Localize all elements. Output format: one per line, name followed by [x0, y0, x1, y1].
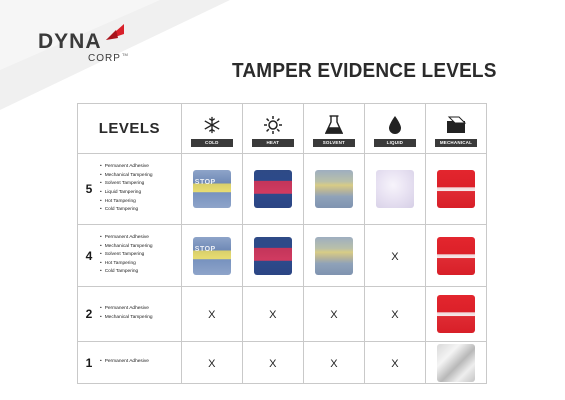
sample-text: STOP — [194, 179, 216, 186]
solvent-cell — [303, 287, 364, 342]
not-resistant-mark: X — [269, 357, 277, 370]
cold-cell — [181, 342, 242, 384]
not-resistant-mark: X — [269, 309, 277, 321]
liquid-cell — [364, 287, 425, 342]
list-item: • Solvent Tampering — [100, 251, 153, 260]
sample-heat-image — [254, 170, 292, 208]
list-item: • Cold Tampering — [100, 268, 153, 277]
sample-solvent-image — [315, 170, 353, 208]
cold-cell — [181, 287, 242, 342]
cold-cell — [181, 154, 242, 225]
logo-subtitle: CORP — [88, 53, 121, 64]
list-item: • Hot Tampering — [100, 198, 153, 207]
feature-list — [100, 305, 153, 322]
dynacorp-logo — [38, 30, 148, 70]
sun-icon — [252, 111, 294, 139]
sample-text: STOP — [194, 245, 216, 253]
sample-mechanical-image — [437, 344, 475, 382]
mechanical-cell — [425, 287, 486, 342]
page-title: TAMPER EVIDENCE LEVELS — [232, 60, 497, 82]
table-row — [78, 342, 487, 384]
feature-list — [100, 358, 149, 367]
mechanical-cell — [425, 225, 486, 287]
sample-mechanical-image — [437, 170, 475, 208]
table-row — [78, 225, 487, 287]
logo-trademark: TM — [122, 52, 128, 57]
category-solvent — [303, 104, 364, 154]
feature-list — [100, 163, 153, 215]
list-item: • Mechanical Tampering — [100, 243, 153, 252]
not-resistant-mark: X — [391, 250, 399, 263]
heat-cell — [242, 154, 303, 225]
cold-cell — [181, 225, 242, 287]
sample-solvent-image — [315, 237, 353, 275]
list-item: • Permanent Adhesive — [100, 305, 153, 314]
solvent-cell — [303, 154, 364, 225]
level-cell — [78, 287, 182, 342]
not-resistant-mark: X — [330, 309, 338, 321]
list-item: • Hot Tampering — [100, 260, 153, 269]
logo-wordmark: DYNA — [38, 30, 102, 53]
list-item: • Permanent Adhesive — [100, 163, 153, 172]
list-item: • Permanent Adhesive — [100, 358, 149, 367]
list-item: • Liquid Tampering — [100, 189, 153, 198]
not-resistant-mark: X — [391, 357, 399, 370]
category-label: MECHANICAL — [435, 139, 477, 147]
level-number: 1 — [85, 355, 93, 370]
heat-cell — [242, 287, 303, 342]
table-row — [78, 287, 487, 342]
category-cold — [181, 104, 242, 154]
levels-table — [77, 103, 487, 384]
flask-icon — [313, 111, 355, 139]
not-resistant-mark: X — [330, 357, 338, 370]
levels-heading: LEVELS — [78, 104, 182, 154]
not-resistant-mark: X — [208, 357, 216, 370]
level-number: 5 — [85, 182, 93, 196]
category-label: HEAT — [252, 139, 294, 147]
not-resistant-mark: X — [208, 309, 216, 321]
sample-cold-image — [193, 237, 231, 275]
sample-liquid-image — [376, 170, 414, 208]
category-label: COLD — [191, 139, 233, 147]
drop-icon — [374, 111, 416, 139]
level-cell — [78, 342, 182, 384]
list-item: • Mechanical Tampering — [100, 172, 153, 181]
list-item: • Solvent Tampering — [100, 180, 153, 189]
category-heat — [242, 104, 303, 154]
category-mechanical — [425, 104, 486, 154]
category-label: SOLVENT — [313, 139, 355, 147]
table-row — [78, 154, 487, 225]
solvent-cell — [303, 225, 364, 287]
sample-cold-image — [193, 170, 231, 208]
list-item: • Cold Tampering — [100, 206, 153, 215]
sample-mechanical-image — [437, 295, 475, 333]
liquid-cell — [364, 342, 425, 384]
snowflake-icon — [191, 111, 233, 139]
level-number: 2 — [85, 307, 93, 321]
heat-cell — [242, 225, 303, 287]
level-number: 4 — [85, 248, 93, 263]
heat-cell — [242, 342, 303, 384]
sample-mechanical-image — [437, 237, 475, 275]
logo-flag-icon — [106, 24, 124, 40]
solvent-cell — [303, 342, 364, 384]
level-cell — [78, 154, 182, 225]
level-cell — [78, 225, 182, 287]
mechanical-cell — [425, 342, 486, 384]
liquid-cell — [364, 225, 425, 287]
peel-icon — [435, 111, 477, 139]
liquid-cell — [364, 154, 425, 225]
feature-list — [100, 234, 153, 277]
list-item: • Permanent Adhesive — [100, 234, 153, 243]
not-resistant-mark: X — [391, 309, 399, 321]
mechanical-cell — [425, 154, 486, 225]
list-item: • Mechanical Tampering — [100, 314, 153, 323]
table-header-row — [78, 104, 487, 154]
category-label: LIQUID — [374, 139, 416, 147]
sample-heat-image — [254, 237, 292, 275]
category-liquid — [364, 104, 425, 154]
